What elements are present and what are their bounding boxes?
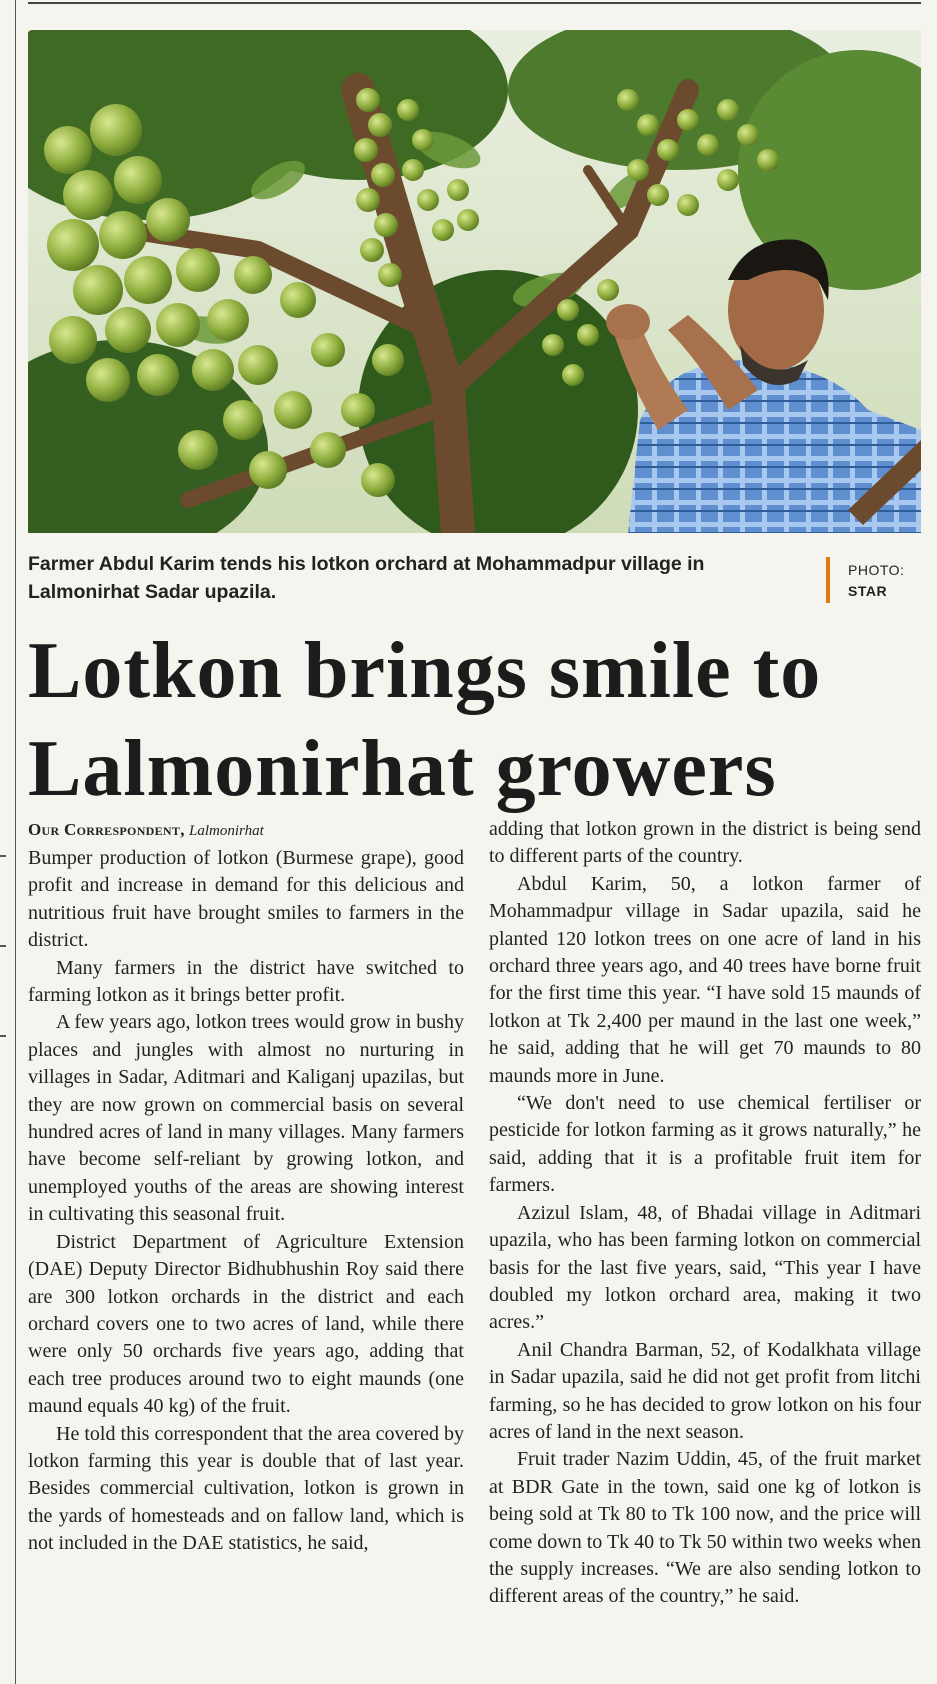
article-paragraph: Anil Chandra Barman, 52, of Kodalkhata village in Sadar upazila, said he did not get profit from litchi farming, so he has decided to grow lotkon on his four acres of land in the next season.	[489, 1338, 921, 1443]
headline: Lotkon brings smile to Lalmonirhat growers	[28, 627, 822, 813]
farmer-orchard-illustration	[28, 30, 921, 533]
photo-caption: Farmer Abdul Karim tends his lotkon orchard at Mohammadpur village in Lalmonirhat Sadar upazila.	[28, 553, 705, 603]
article-paragraph: District Department of Agriculture Extension (DAE) Deputy Director Bidhubhushin Roy said there are 300 lotkon orchards in the district and each orchard covers one to two acres of land, while there were only 50 orchards five years ago, adding that each tree produces around two to eight maunds (one maund equals 40 kg) of the fruit.	[28, 1230, 464, 1418]
byline	[28, 816, 464, 845]
article-paragraph: “We don't need to use chemical fertiliser or pesticide for lotkon farming as it grows naturally,” he said, adding that it is a profitable fruit item for farmers.	[489, 1092, 921, 1197]
photo-credit	[848, 560, 918, 602]
byline-location: Lalmonirhat	[189, 823, 264, 839]
margin-mark	[0, 945, 6, 947]
article-paragraph: adding that lotkon grown in the district is being send to different parts of the country.	[489, 818, 921, 868]
article-paragraph: A few years ago, lotkon trees would grow in bushy places and jungles with almost no nurturing in villages in Sadar, Aditmari and Kaliganj upazilas, but they are now grown on commercial basis on several hundred acres of land in many villages. Many farmers have become self-reliant by growing lotkon, and unemployed youths of the areas are showing interest in cultivating this seasonal fruit.	[28, 1011, 464, 1226]
article-photo	[28, 30, 921, 533]
article-paragraph: Many farmers in the district have switched to farming lotkon as it brings better profit.	[28, 956, 464, 1007]
article-paragraph: Fruit trader Nazim Uddin, 45, of the fruit market at BDR Gate in the town, said one kg of lotkon is being sold at Tk 80 to Tk 100 now, and the price will come down to Tk 40 to Tk 50 within two weeks when the supply increases. “We are also sending lotkon to different areas of the country,” he said.	[489, 1448, 921, 1608]
byline-author: Our Correspondent,	[28, 820, 185, 839]
margin-mark	[0, 855, 6, 857]
credit-divider	[826, 557, 830, 603]
article-column-right	[489, 816, 921, 1611]
article-paragraph: He told this correspondent that the area covered by lotkon farming this year is double that of last year. Besides commercial cultivation, lotkon is grown in the yards of homesteads and on fallow land, which is not included in the DAE statistics, he said,	[28, 1422, 464, 1555]
margin-mark	[0, 1035, 6, 1037]
article-paragraph: Abdul Karim, 50, a lotkon farmer of Mohammadpur village in Sadar upazila, said he planted 120 lotkon trees on one acre of land in his orchard three years ago, and 40 trees have borne fruit for the first time this year. “I have sold 15 maunds of lotkon at Tk 2,400 per maund in the last one week,” he said, adding that he will get 70 maunds to 80 maunds more in June.	[489, 872, 921, 1087]
article-paragraph: Azizul Islam, 48, of Bhadai village in Aditmari upazila, who has been farming lotkon on commercial basis for the last five years, said, “This year I have doubled my lotkon orchard area, making it two acres.”	[489, 1201, 921, 1334]
photo-credit-source: STAR	[848, 583, 888, 599]
top-rule	[28, 2, 921, 4]
photo-credit-label: PHOTO:	[848, 562, 905, 578]
article-paragraph: Bumper production of lotkon (Burmese grape), good profit and increase in demand for this delicious and nutritious fruit have brought smiles to farmers in the district.	[28, 847, 464, 952]
article-column-left	[28, 816, 464, 1558]
